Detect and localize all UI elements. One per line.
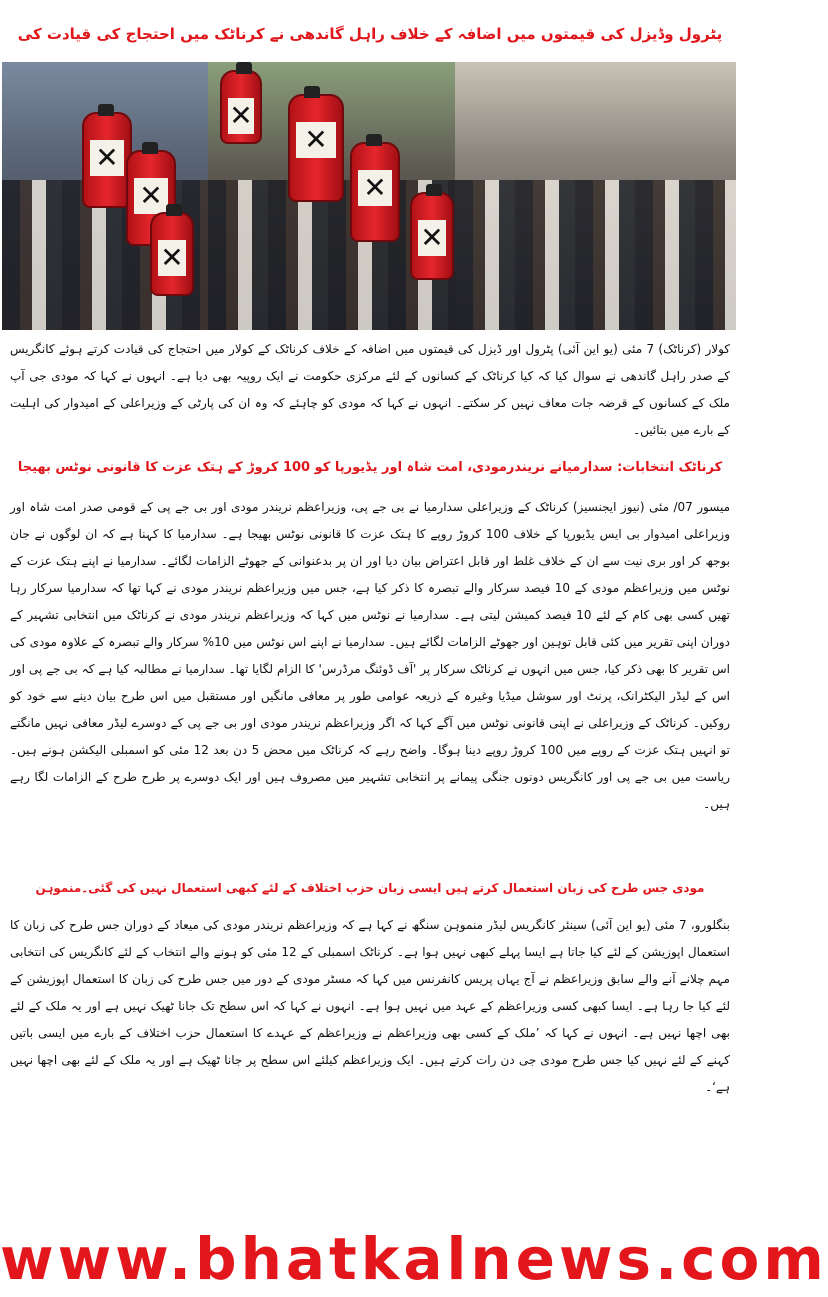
crowd-shape bbox=[455, 180, 736, 330]
protest-photo-center bbox=[208, 62, 455, 330]
gas-cylinder-icon bbox=[82, 112, 132, 208]
article3-headline: مودی جس طرح کی زبان استعمال کرتے ہیں ایسی زبان حزب اختلاف کے لئے کبھی استعمال نہیں کی گئی۔منموہن bbox=[35, 881, 705, 895]
article2-headline: کرناٹک انتخابات: سدارمیانے نریندرمودی، امت شاہ اور یڈیورپا کو 100 کروڑ کے ہتک عزت کا قانونی نوٹس بھیجا bbox=[17, 460, 723, 475]
protest-photo-left bbox=[2, 62, 208, 330]
rahul-gandhi-cycling-photo bbox=[455, 62, 736, 330]
gas-cylinder-icon bbox=[410, 192, 454, 280]
main-headline: پٹرول وڈیزل کی قیمتوں میں اضافہ کے خلاف راہل گاندھی نے کرناٹک میں احتجاج کی قیادت کی bbox=[17, 25, 723, 43]
website-footer: www.bhatkalnews.com bbox=[0, 1225, 828, 1293]
gas-cylinder-icon bbox=[220, 70, 262, 144]
gas-cylinder-icon bbox=[350, 142, 400, 242]
gas-cylinder-icon bbox=[150, 212, 194, 296]
photo-caption: کولار (کرناٹک) 7 مئی (یو این آئی) پٹرول اور ڈیزل کی قیمتوں میں اضافہ کے خلاف کرناٹک کے کولار میں احتجاج کی قیادت کرتے ہوئے کانگریس کے صدر راہل گاندھی نے سوال کیا کہ کیا کرناٹک کے کسانوں کے لئے مرکزی حکومت نے ایک روپیہ بھی دیا ہے۔ انہوں نے کہا کہ مودی جی آپ ملک کے کسانوں کے قرضہ جات معاف نہیں کر سکتے۔ انہوں نے کہا کہ مودی کو چاہئے کہ وہ ان کی پارٹی کے وزیراعلی کے امیدوار کی اہلیت کے بارے میں بتائیں۔ bbox=[10, 342, 731, 437]
gas-cylinder-icon bbox=[288, 94, 344, 202]
article2-body: میسور 07/ مئی (نیوز ایجنسیز) کرناٹک کے وزیراعلی سدارمیا نے بی جے پی، وزیراعظم نریندر مودی اور بی جے پی کے قومی صدر امت شاہ اور وزیراعلی امیدوار بی ایس یڈیورپا کے خلاف 100 کروڑ روپے کا ہتک عزت کا قانونی نوٹس بھیجا ہے۔ سدارمیا کا کہنا ہے کہ ان لوگوں نے جان بوجھ کر اور بری نیت سے ان کے خلاف غلط اور قابل اعتراض بیان دیا اور ان پر بدعنوانی کے جھوٹے الزامات لگائے۔ سدارمیا نے اپنے ہتک عزت کے نوٹس میں وزیراعظم مودی کے 10 فیصد سرکار والے تبصرہ کا ذکر کیا ہے، جس میں وزیراعظم نریندر مودی نے کہا تھا کہ سدارمیا سرکار رہا تھیں کسی بھی کام کے لئے 10 فیصد کمیشن لیتی ہے۔ سدارمیا نے نوٹس میں کہا کہ وزیراعظم نریندر مودی نے کرناٹک میں انتخابی تشہیر کے دوران اپنی تقریر میں کئی قابل توہین اور جھوٹے الزامات لگائے ہیں۔ سدارمیا نے اپنے اس نوٹس میں 10% سرکار والے تبصرہ کے علاوہ مودی کی اس تقریر کا بھی ذکر کیا، جس میں انہوں نے کرناٹک سرکار پر 'آف ڈوئنگ مرڈرس' کا الزام لگایا تھا۔ سدارمیا نے مطالبہ کیا ہے کہ بی جے پی اور اس کے لیڈر الیکٹرانک، پرنٹ اور سوشل میڈیا وغیرہ کے ذریعہ عوامی طور پر معافی مانگیں اور مستقبل میں اس طرح بیان دینے سے خود کو روکیں۔ کرناٹک کے وزیراعلی نے اپنی قانونی نوٹس میں آگے کہا کہ اگر وزیراعظم نریندر مودی اور بی جے پی کے دوسرے لیڈر معافی نہیں مانگتے تو انہیں ہتک عزت کے روپے میں 100 کروڑ روپے دینا ہوگا۔ واضح رہے کہ کرناٹک میں محض 5 دن بعد 12 مئی کو اسمبلی الیکشن ہونے ہیں۔ ریاست میں بی جے پی اور کانگریس دونوں جنگی پیمانے پر انتخابی تشہیر میں مصروف ہیں اور ایک دوسرے پر طرح طرح کے الزامات لگا رہے ہیں۔ bbox=[10, 500, 731, 811]
photo-strip bbox=[2, 62, 736, 330]
article3-body: بنگلورو، 7 مئی (یو این آئی) سینئر کانگریس لیڈر منموہن سنگھ نے کہا ہے کہ وزیراعظم نریندر مودی کی میعاد کے دوران جس طرح کی زبان کا استعمال اپوزیشن کے لئے کیا جاتا ہے ایسا پہلے کبھی نہیں ہوا ہے۔ کرناٹک اسمبلی کے 12 مئی کو ہونے والے انتخاب کے لئے کانگریس کی انتخابی مہم چلانے آنے والے سابق وزیراعظم نے آج یہاں پریس کانفرنس میں کہا کہ مسٹر مودی کے دور میں جس طرح کی زبان کا استعمال اپوزیشن کے لئے کیا جا رہا ہے۔ ایسا کبھی کسی وزیراعظم کے عہد میں نہیں ہوا ہے۔ انہوں نے کہا کہ اس سطح تک جانا ٹھیک نہیں ہے اور یہ ملک کے لئے بھی اچھا نہیں ہے۔ انہوں نے کہا کہ ’ملک کے کسی بھی وزیراعظم نے وزیراعظم کے عہدے کا استعمال حزب اختلاف کے بارے میں ایسی باتیں کہنے کے لئے نہیں کیا جس طرح مودی جی دن رات کرتے ہیں۔ ایک وزیراعظم کیلئے اس سطح پر جانا ٹھیک ہے اور یہ ملک کے لئے بھی اچھا نہیں ہے‘۔ bbox=[10, 918, 730, 1094]
